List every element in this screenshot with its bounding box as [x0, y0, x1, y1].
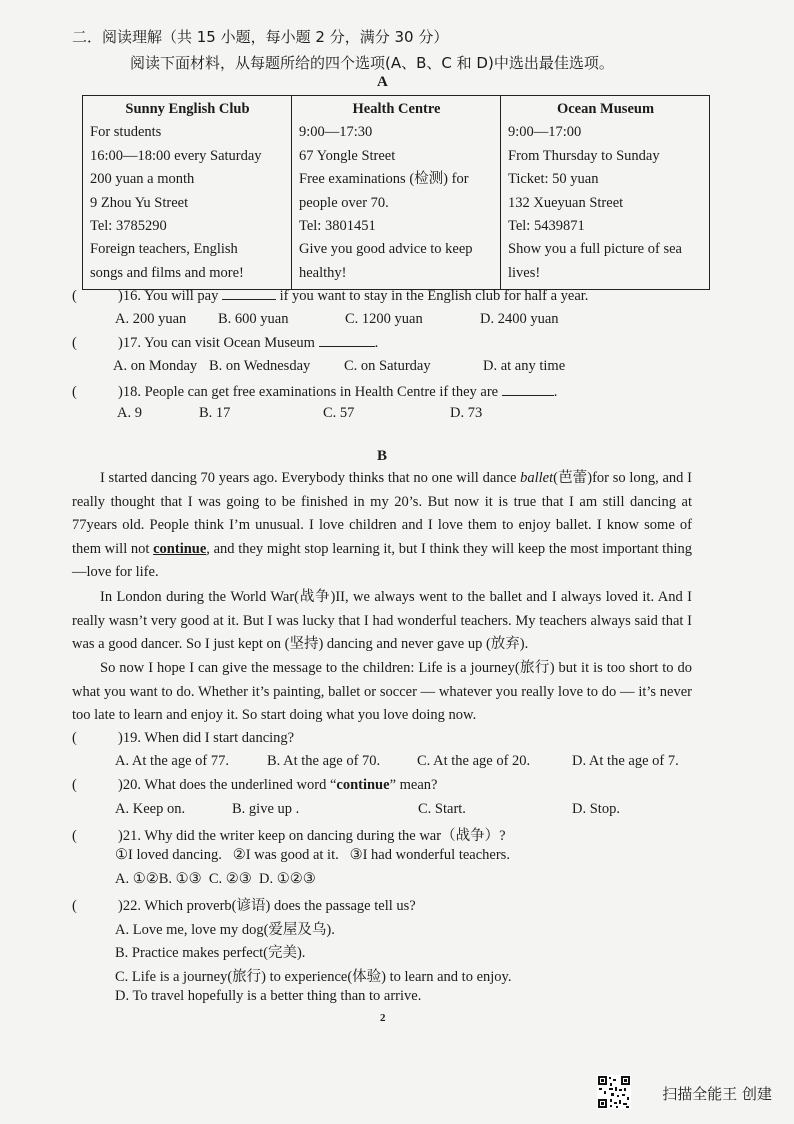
- question-stem: .: [374, 335, 379, 351]
- passage-paragraph-3: So now I hope I can give the message to the children: Life is a journey(旅行) but it is too short to do what you want to do. Whether it’s painting, ballet or soccer — whatever you really love to do — it’s never too late to learn and enjoy it. So start doing what you love doing now.: [72, 660, 692, 724]
- ad-line: 9:00—17:00: [508, 124, 582, 141]
- question-number: )17.: [118, 335, 141, 351]
- question-text: ” mean?: [389, 777, 438, 793]
- ad-line: 9:00—17:30: [299, 124, 373, 141]
- ad-line: Tel: 5439871: [508, 218, 585, 235]
- ad-title: Health Centre: [352, 101, 441, 117]
- ad-line: songs and films and more!: [90, 264, 244, 281]
- option-19-c[interactable]: C. At the age of 20.: [417, 753, 531, 769]
- option-20-b[interactable]: B. give up .: [232, 801, 300, 817]
- ad-line: Foreign teachers, English: [90, 241, 238, 258]
- question-stem: You can visit Ocean Museum: [144, 335, 315, 351]
- option-16-a[interactable]: A. 200 yuan: [115, 311, 187, 327]
- scanner-watermark: 扫描全能王 创建: [662, 1085, 772, 1103]
- passage-paragraph-2: In London during the World War(战争)II, we always went to the ballet and I always loved it. And I really wasn’t very good at it. But I was lucky that I had wonderful teachers. My teachers always said that I was a good dancer. So I just kept on (坚持) dancing and never gave up (放弃).: [72, 589, 692, 653]
- part-b-label: B: [377, 448, 388, 464]
- question-19: [72, 730, 294, 747]
- underlined-word-continue: continue: [153, 540, 207, 557]
- option-17-a[interactable]: A. on Monday: [113, 358, 198, 374]
- passage-word-ballet: ballet: [520, 470, 554, 486]
- option-16-b[interactable]: B. 600 yuan: [218, 311, 289, 327]
- passage-text: , and they might stop learning it, but I think they will keep the most important thing—love for life.: [72, 540, 692, 581]
- ad-line: healthy!: [299, 264, 347, 281]
- ad-line: lives!: [508, 264, 541, 281]
- option-18-d[interactable]: D. 73: [450, 405, 483, 421]
- option-18-c[interactable]: C. 57: [323, 405, 355, 421]
- section-instruction: 阅读下面材料，从每题所给的四个选项(A、B、C 和 D)中选出最佳选项。: [130, 54, 614, 72]
- question-18: [72, 383, 557, 401]
- option-22-d[interactable]: D. To travel hopefully is a better thing than to arrive.: [115, 988, 422, 1004]
- answer-blank: [319, 334, 375, 347]
- question-22: [72, 894, 416, 915]
- option-17-d[interactable]: D. at any time: [483, 358, 566, 374]
- ad-line: Give you good advice to keep: [299, 241, 473, 258]
- section-title: 二．阅读理解（共 15 小题，每小题 2 分，满分 30 分）: [72, 28, 449, 46]
- question-stem: .: [553, 384, 558, 400]
- ad-ocean-museum: [501, 96, 710, 290]
- question-number: )16.: [118, 288, 141, 304]
- ad-line: Tel: 3801451: [299, 218, 376, 235]
- answer-paren[interactable]: (: [72, 828, 77, 844]
- question-16: [72, 287, 588, 305]
- passage-text: I started dancing 70 years ago. Everybody thinks that no one will dance: [100, 470, 521, 486]
- option-17-c[interactable]: C. on Saturday: [344, 358, 431, 374]
- option-16-d[interactable]: D. 2400 yuan: [480, 311, 559, 327]
- option-20-c[interactable]: C. Start.: [418, 801, 466, 817]
- question-text: )21. Why did the writer keep on dancing during the war（战争）?: [118, 828, 506, 844]
- question-21-reasons: ①I loved dancing. ②I was good at it. ③I had wonderful teachers.: [115, 847, 510, 863]
- answer-blank: [502, 383, 554, 396]
- question-stem: You will pay: [144, 288, 219, 304]
- question-stem: if you want to stay in the English club for half a year.: [279, 288, 589, 304]
- question-number: )18.: [118, 384, 141, 400]
- ad-line: Free examinations (检测) for: [299, 171, 469, 188]
- ad-title: Sunny English Club: [125, 101, 250, 117]
- ad-line: 16:00—18:00 every Saturday: [90, 147, 262, 164]
- question-text: )22. Which proverb(谚语) does the passage tell us?: [118, 898, 416, 914]
- option-16-c[interactable]: C. 1200 yuan: [345, 311, 423, 327]
- option-17-b[interactable]: B. on Wednesday: [209, 358, 311, 374]
- answer-paren[interactable]: (: [72, 777, 77, 793]
- ad-title: Ocean Museum: [556, 101, 655, 117]
- option-20-d[interactable]: D. Stop.: [572, 801, 620, 817]
- ad-line: 132 Xueyuan Street: [508, 194, 624, 211]
- answer-blank: [222, 287, 276, 300]
- question-text: )20. What does the underlined word “: [118, 777, 337, 793]
- option-19-a[interactable]: A. At the age of 77.: [115, 753, 229, 769]
- ad-line: 200 yuan a month: [90, 171, 195, 188]
- page-number: 2: [380, 1012, 386, 1024]
- ad-line: people over 70.: [299, 194, 389, 211]
- question-text: )19. When did I start dancing?: [118, 730, 295, 746]
- answer-paren[interactable]: (: [72, 730, 77, 746]
- question-stem: People can get free examinations in Health Centre if they are: [144, 384, 499, 400]
- ad-line: From Thursday to Sunday: [508, 147, 660, 164]
- ad-line: Show you a full picture of sea: [508, 241, 682, 258]
- ad-line: For students: [90, 124, 162, 141]
- question-21: [72, 824, 506, 845]
- answer-paren[interactable]: (: [72, 898, 77, 914]
- answer-paren[interactable]: (: [72, 335, 77, 351]
- answer-paren[interactable]: (: [72, 288, 77, 304]
- ads-table: [82, 95, 710, 290]
- option-22-c[interactable]: C. Life is a journey(旅行) to experience(体验) to learn and to enjoy.: [115, 969, 512, 985]
- option-18-a[interactable]: A. 9: [117, 405, 142, 421]
- option-20-a[interactable]: A. Keep on.: [115, 801, 186, 817]
- option-22-b[interactable]: B. Practice makes perfect(完美).: [115, 945, 306, 961]
- part-a-label: A: [377, 74, 388, 90]
- passage-paragraph-1: [72, 467, 692, 585]
- ad-line: 67 Yongle Street: [299, 147, 396, 164]
- passage-text: (芭蕾)for so long, and I really thought that I was going to be finished in my 20’s. But now it is true that I am still dancing at 77years old. People think I’m unusual. I love children and I love them to enjoy ballet. I know some of them will not: [72, 470, 692, 557]
- question-21-options[interactable]: A. ①②B. ①③ C. ②③ D. ①②③: [115, 871, 316, 887]
- qr-code-icon: [597, 1075, 631, 1109]
- ad-line: Tel: 3785290: [90, 218, 167, 235]
- option-19-d[interactable]: D. At the age of 7.: [572, 753, 679, 769]
- ad-health-centre: [292, 96, 501, 290]
- answer-paren[interactable]: (: [72, 384, 77, 400]
- option-22-a[interactable]: A. Love me, love my dog(爱屋及乌).: [115, 922, 335, 938]
- option-19-b[interactable]: B. At the age of 70.: [267, 753, 381, 769]
- question-20: [72, 777, 437, 794]
- question-17: [72, 334, 378, 352]
- ad-sunny-english-club: [83, 96, 292, 290]
- ad-line: 9 Zhou Yu Street: [90, 194, 189, 211]
- option-18-b[interactable]: B. 17: [199, 405, 231, 421]
- question-keyword: continue: [336, 777, 390, 793]
- ad-line: Ticket: 50 yuan: [508, 171, 599, 188]
